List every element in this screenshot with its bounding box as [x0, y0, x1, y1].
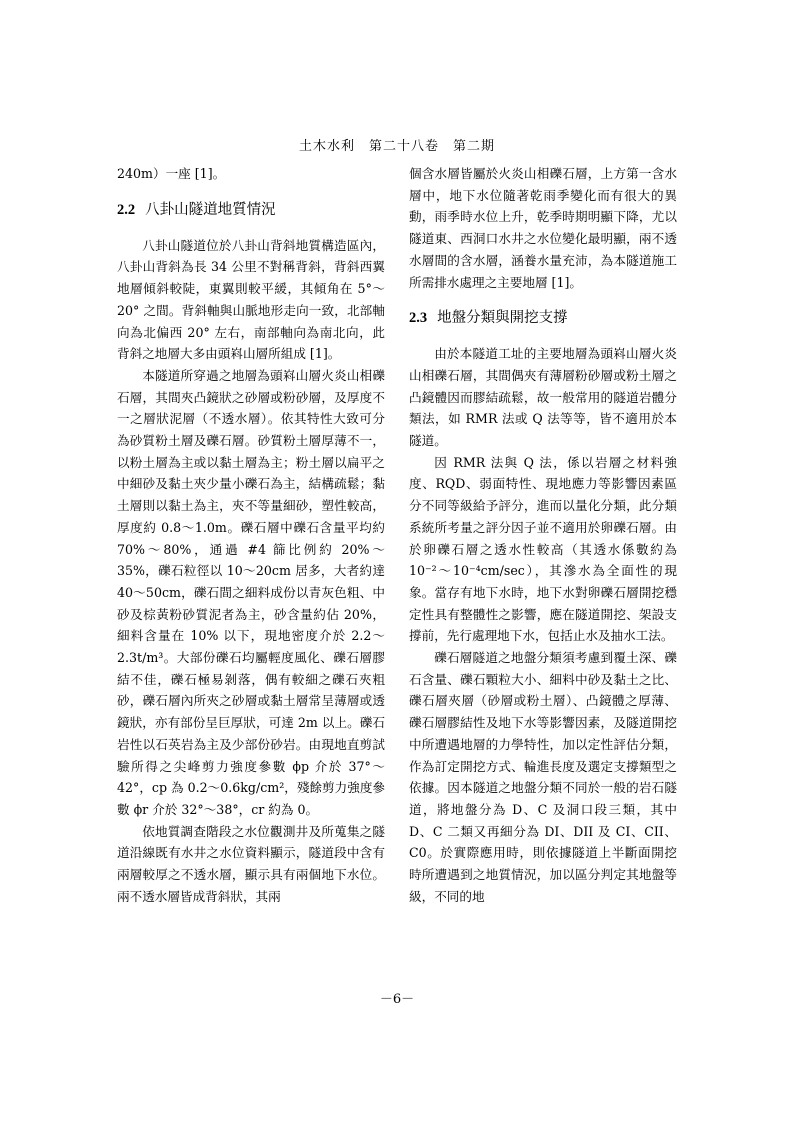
paragraph-groundwater-continuation: 個含水層皆屬於火炎山相礫石層，上方第一含水層中，地下水位隨著乾雨季變化而有很大的異動，雨季時水位上升，乾季時期明顯下降，尤以隧道東、西洞口水井之水位變化最明顯，兩不透水層間的含水層，涵養水量充沛，為本隧道施工所需排水處理之主要地層 [1]。: [409, 166, 677, 290]
right-column: [409, 163, 677, 908]
intro-continuation: 240m）一座 [1]。: [117, 166, 226, 181]
paragraph-geology-structure: 八卦山隧道位於八卦山背斜地質構造區內，八卦山背斜為長 34 公里不對稱背斜，背斜西翼地層傾斜較陡，東翼則較平緩，其傾角在 5°～20° 之間。背斜軸與山脈地形走向一致，北部軸向為北偏西 20° 左右，南部軸向為南北向，此背斜之地層大多由頭嵙山層所組成 [1]。: [117, 237, 385, 362]
section-title: 地盤分類與開挖支撐: [437, 310, 568, 327]
page-number: －6－: [379, 992, 415, 1007]
section-title: 八卦山隧道地質情況: [145, 201, 276, 218]
section-heading-2-2: [117, 199, 385, 221]
paragraph-rmr-q-method: 因 RMR 法與 Q 法，係以岩層之材料強度、RQD、弱面特性、現地應力等影響因素區分不同等級給予評分，進而以量化分類，此分類系統所考量之評分因子並不適用於卵礫石層。由於卵礫石層之透水性較高（其透水係數約為 10⁻²～10⁻⁴cm/sec），其滲水為全面性的現象。當存有地下水時，地下水對卵礫石層開挖穩定性具有整體性之影響，應在隧道開挖、架設支撐前，先行處理地下水，包括止水及抽水工法。: [409, 454, 677, 644]
paragraph-gravel-classification: 礫石層隧道之地盤分類須考慮到覆土深、礫石含量、礫石顆粒大小、細料中砂及黏土之比、礫石層夾層（砂層或粉土層）、凸鏡體之厚薄、礫石層膠結性及地下水等影響因素，及隧道開挖中所遭遇地層的力學特性，加以定性評估分類，作為訂定開挖方式、輪進長度及選定支撐類型之依據。因本隧道之地盤分類不同於一般的岩石隧道，將地盤分為 D、C 及洞口段三類，其中 D、C 二類又再細分為 DI、DII 及 CI、CII、C0。於實際應用時，則依據隧道上半斷面開挖時所遭遇到之地質情況，加以區分判定其地盤等級，不同的地: [409, 650, 677, 904]
paragraph-groundwater: 依地質調查階段之水位觀測井及所蒐集之隧道沿線既有水井之水位資料顯示，隧道段中含有兩層較厚之不透水層，顯示具有兩個地下水位。兩不透水層皆成背斜狀，其兩: [117, 823, 385, 904]
section-number: 2.3: [409, 310, 428, 327]
left-column: [117, 163, 385, 908]
section-heading-2-3: [409, 307, 677, 329]
running-header: 土木水利 第二十八卷 第二期: [298, 139, 495, 154]
paragraph-strata: 本隧道所穿過之地層為頭嵙山層火炎山相礫石層，其間夾凸鏡狀之砂層或粉砂層，及厚度不一之層狀泥層（不透水層）。依其特性大致可分為砂質粉土層及礫石層。砂質粉土層厚薄不一，以粉土層為主或以黏土層為主；粉土層以扁平之中細砂及黏土夾少量小礫石為主，結構疏鬆；黏土層則以黏土為主，夾不等量細砂，塑性較高，厚度約 0.8～1.0m。礫石層中礫石含量平均約 70%～80%，通過 #4 篩比例約 20%～35%，礫石粒徑以 10～20cm 居多，大者約達 40～50cm，礫石間之細料成份以青灰色粗、中砂及棕黃粉砂質泥者為主，砂含量約佔 20%，細料含量在 10% 以下，現地密度介於 2.2～2.3t/m³。大部份礫石均屬輕度風化、礫石層膠結不佳，礫石極易剝落，偶有較細之礫石夾粗砂，礫石層內所夾之砂層或黏土層常呈薄層或透鏡狀，亦有部份呈巨厚狀，可達 2m 以上。礫石岩性以石英岩為主及少部份砂岩。由現地直剪試驗所得之尖峰剪力強度參數 ϕp 介於 37°～42°，cp 為 0.2～0.6kg/cm²，殘餘剪力強度參數 ϕr 介於 32°～38°，cr 約為 0。: [117, 367, 386, 817]
section-number: 2.2: [117, 201, 136, 218]
paragraph-classification-intro: 由於本隧道工址的主要地層為頭嵙山層火炎山相礫石層，其間偶夾有薄層粉砂層或粉土層之凸鏡體因而膠結疏鬆，故一般常用的隧道岩體分類法，如 RMR 法或 Q 法等等，皆不適用於本隧道。: [409, 346, 677, 449]
